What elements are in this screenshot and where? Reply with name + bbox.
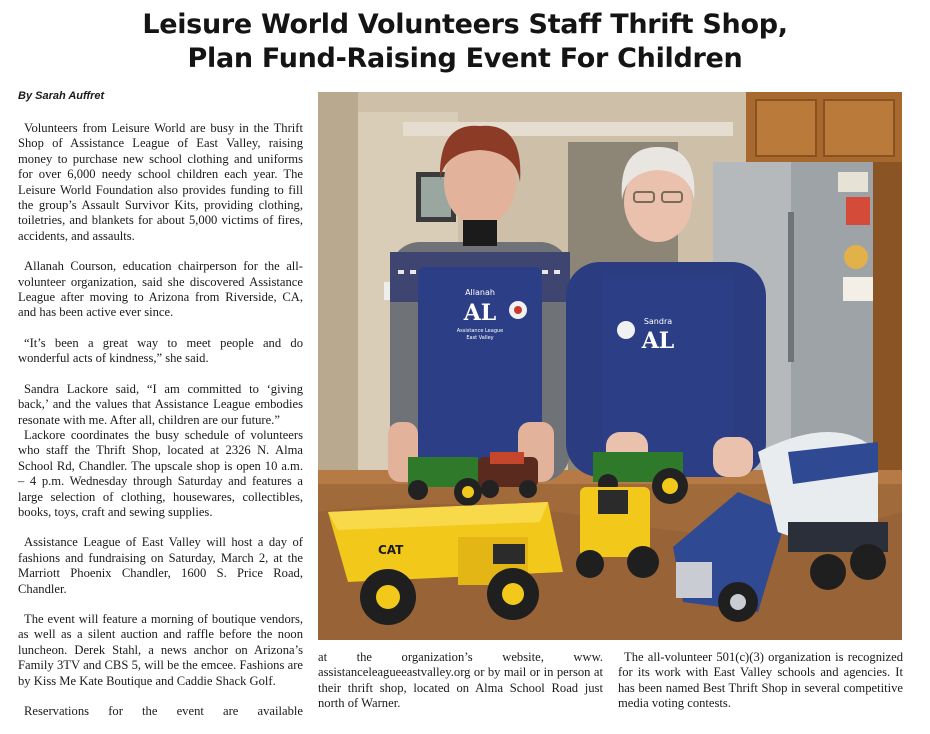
apron-left-name: Allanah	[465, 288, 495, 297]
article-column-middle	[318, 650, 603, 727]
paragraph-intro: Volunteers from Leisure World are busy in the Thrift Shop of Assistance League of East Valley, raising money to purchase new school clothing and uniforms for over 6,000 needy school children each year. The Leisure World Foundation also provides funding to fill the group’s Assault Survivor Kits, providing clothing, toiletries, and blankets for about 5,000 victims of fires, accidents, and assaults.	[18, 121, 303, 243]
apron-left-logo: AL	[463, 300, 497, 326]
byline: By Sarah Auffret	[18, 90, 105, 102]
headline	[0, 8, 930, 76]
paragraph-recognition: The all-volunteer 501(c)(3) organization is recognized for its work with East Valley schools and agencies. It has been named Best Thrift Shop in several competitive media voting contests.	[618, 650, 903, 711]
paragraph-reservations: Reservations for the event are available	[24, 704, 303, 718]
headline-line-1: Leisure World Volunteers Staff Thrift Shop,	[142, 9, 788, 40]
article-column-left	[18, 121, 303, 734]
paragraph-event-date: Assistance League of East Valley will host a day of fashions and fundraising on Saturday, March 2, at the Marriott Phoenix Chandler, 1600 S. Price Road, Chandler.	[18, 535, 303, 596]
paragraph-quote-courson: “It’s been a great way to meet people and do wonderful acts of kindness,” she said.	[18, 335, 303, 366]
dump-truck-brand: CAT	[378, 543, 404, 557]
apron-left-org-1: Assistance League	[456, 328, 504, 334]
paragraph-lackore-quote: Sandra Lackore said, “I am committed to ‘giving back,’ and the values that Assistance League embodies resonate with me. After all, children are our future.”	[18, 381, 303, 427]
article-photo	[318, 92, 902, 640]
paragraph-website: at the organization’s website, www. assistanceleagueeastvalley.org or by mail or in person at their thrift shop, located on Alma School Road just north of Warner.	[318, 650, 603, 711]
photo-wall-left	[318, 92, 358, 482]
headline-line-2: Plan Fund-Raising Event For Children	[187, 43, 743, 74]
paragraph-event-details: The event will feature a morning of boutique vendors, as well as a silent auction and raffle before the noon luncheon. Derek Stahl, a news anchor on Arizona’s Family 3TV and CBS 5, will be the emcee. Fashions are by Kiss Me Kate Boutique and Caddie Shack Golf.	[18, 611, 303, 688]
apron-left-org-2: East Valley	[466, 335, 494, 341]
paragraph-thrift-shop: Lackore coordinates the busy schedule of volunteers who staff the Thrift Shop, located at 2326 N. Alma School Rd, Chandler. The upscale shop is open 10 a.m. – 4 p.m. Wednesday through Saturday and features a large selection of clothing, housewares, collectibles, books, toys, craft and sewing supplies.	[18, 427, 303, 519]
apron-right-logo: AL	[641, 328, 675, 354]
article-column-right	[618, 650, 903, 727]
apron-right-name: Sandra	[643, 317, 673, 326]
paragraph-courson: Allanah Courson, education chairperson for the all-volunteer organization, said she discovered Assistance League after moving to Arizona from Riverside, CA, and has been active ever since.	[18, 259, 303, 320]
photo-illustration	[318, 92, 902, 640]
